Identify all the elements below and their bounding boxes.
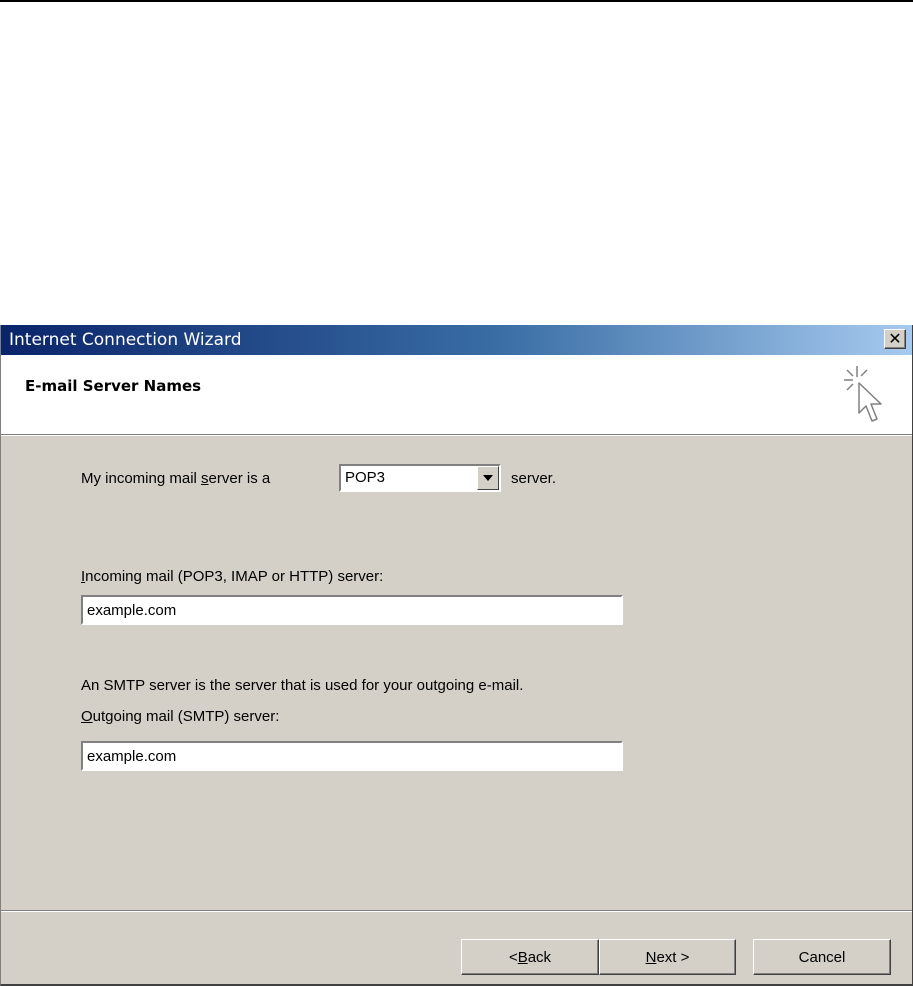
smtp-info-text: An SMTP server is the server that is used for your outgoing e-mail. xyxy=(81,677,524,694)
close-icon: ✕ xyxy=(888,329,902,348)
outgoing-server-input[interactable] xyxy=(81,741,623,771)
top-border-line xyxy=(0,0,913,2)
close-button[interactable] xyxy=(884,329,906,349)
server-type-value: POP3 xyxy=(345,469,386,486)
dropdown-button[interactable] xyxy=(477,466,499,490)
wizard-cursor-icon xyxy=(839,363,889,429)
incoming-server-input[interactable] xyxy=(81,595,623,625)
window-title: Internet Connection Wizard xyxy=(9,330,242,350)
outgoing-server-label: Outgoing mail (SMTP) server: xyxy=(81,708,280,725)
server-type-select[interactable] xyxy=(339,464,501,492)
button-separator xyxy=(1,910,912,911)
server-suffix-label: server. xyxy=(511,470,557,487)
wizard-window xyxy=(0,325,913,986)
wizard-header xyxy=(1,355,912,435)
incoming-server-label: Incoming mail (POP3, IMAP or HTTP) server: xyxy=(81,568,384,585)
back-button[interactable]: < B ack xyxy=(461,939,599,975)
title-bar[interactable] xyxy=(1,325,912,355)
incoming-type-label: My incoming mail server is a xyxy=(81,470,271,487)
cancel-button[interactable]: Cancel xyxy=(753,939,891,975)
next-button[interactable]: N ext > xyxy=(599,939,736,975)
chevron-down-icon xyxy=(483,475,493,481)
page-title: E-mail Server Names xyxy=(25,377,202,395)
